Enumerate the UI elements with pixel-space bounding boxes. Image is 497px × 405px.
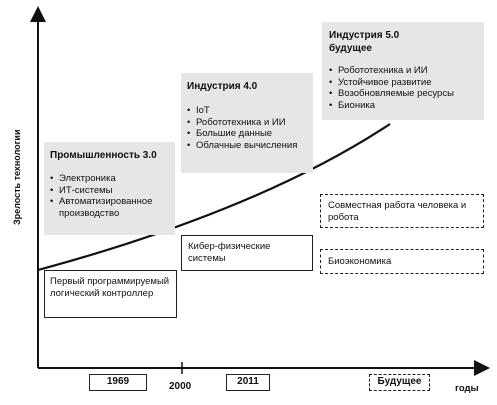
industry-4-item: • Большие данные — [187, 128, 307, 140]
industry-3-list — [50, 173, 169, 219]
industry-5-item: • Бионика — [329, 100, 477, 112]
year-future: Будущее — [369, 374, 430, 391]
industry-3-item: • Автоматизированное производство — [50, 196, 169, 219]
industry-5-subtitle: будущее — [329, 43, 372, 54]
industry-5-item: • Робототехника и ИИ — [329, 65, 477, 77]
industry-3-title: Промышленность 3.0 — [50, 150, 157, 161]
milestone-cyber-physical: Кибер-физические системы — [181, 235, 313, 271]
industry-5-title: Индустрия 5.0 — [329, 30, 400, 41]
industry-5-list — [329, 65, 477, 111]
industry-4-block — [181, 73, 313, 173]
industry-4-item: • Робототехника и ИИ — [187, 117, 307, 129]
industry-4-title: Индустрия 4.0 — [187, 81, 258, 92]
milestone-human-robot-collaboration: Совместная работа человека и робота — [320, 194, 484, 228]
industry-3-block — [44, 142, 175, 235]
industry-5-block — [322, 22, 484, 120]
year-2000: 2000 — [169, 381, 192, 392]
y-axis-label-text: Зрелость технологии — [12, 129, 22, 225]
industry-4-item: • Облачные вычисления — [187, 140, 307, 152]
milestone-plc: Первый программируемый логический контроллер — [44, 270, 177, 318]
industry-5-item: • Возобновляемые ресурсы — [329, 88, 477, 100]
industry-5-item: • Устойчивое развитие — [329, 77, 477, 89]
industry-3-item: • ИТ-системы — [50, 185, 169, 197]
industry-3-item: • Электроника — [50, 173, 169, 185]
industry-4-item: • IoT — [187, 105, 307, 117]
year-1969: 1969 — [89, 374, 147, 391]
year-2011: 2011 — [226, 374, 270, 391]
x-axis-label: годы — [455, 383, 479, 394]
industry-4-list — [187, 105, 307, 151]
milestone-bioeconomy: Биоэкономика — [320, 249, 484, 274]
